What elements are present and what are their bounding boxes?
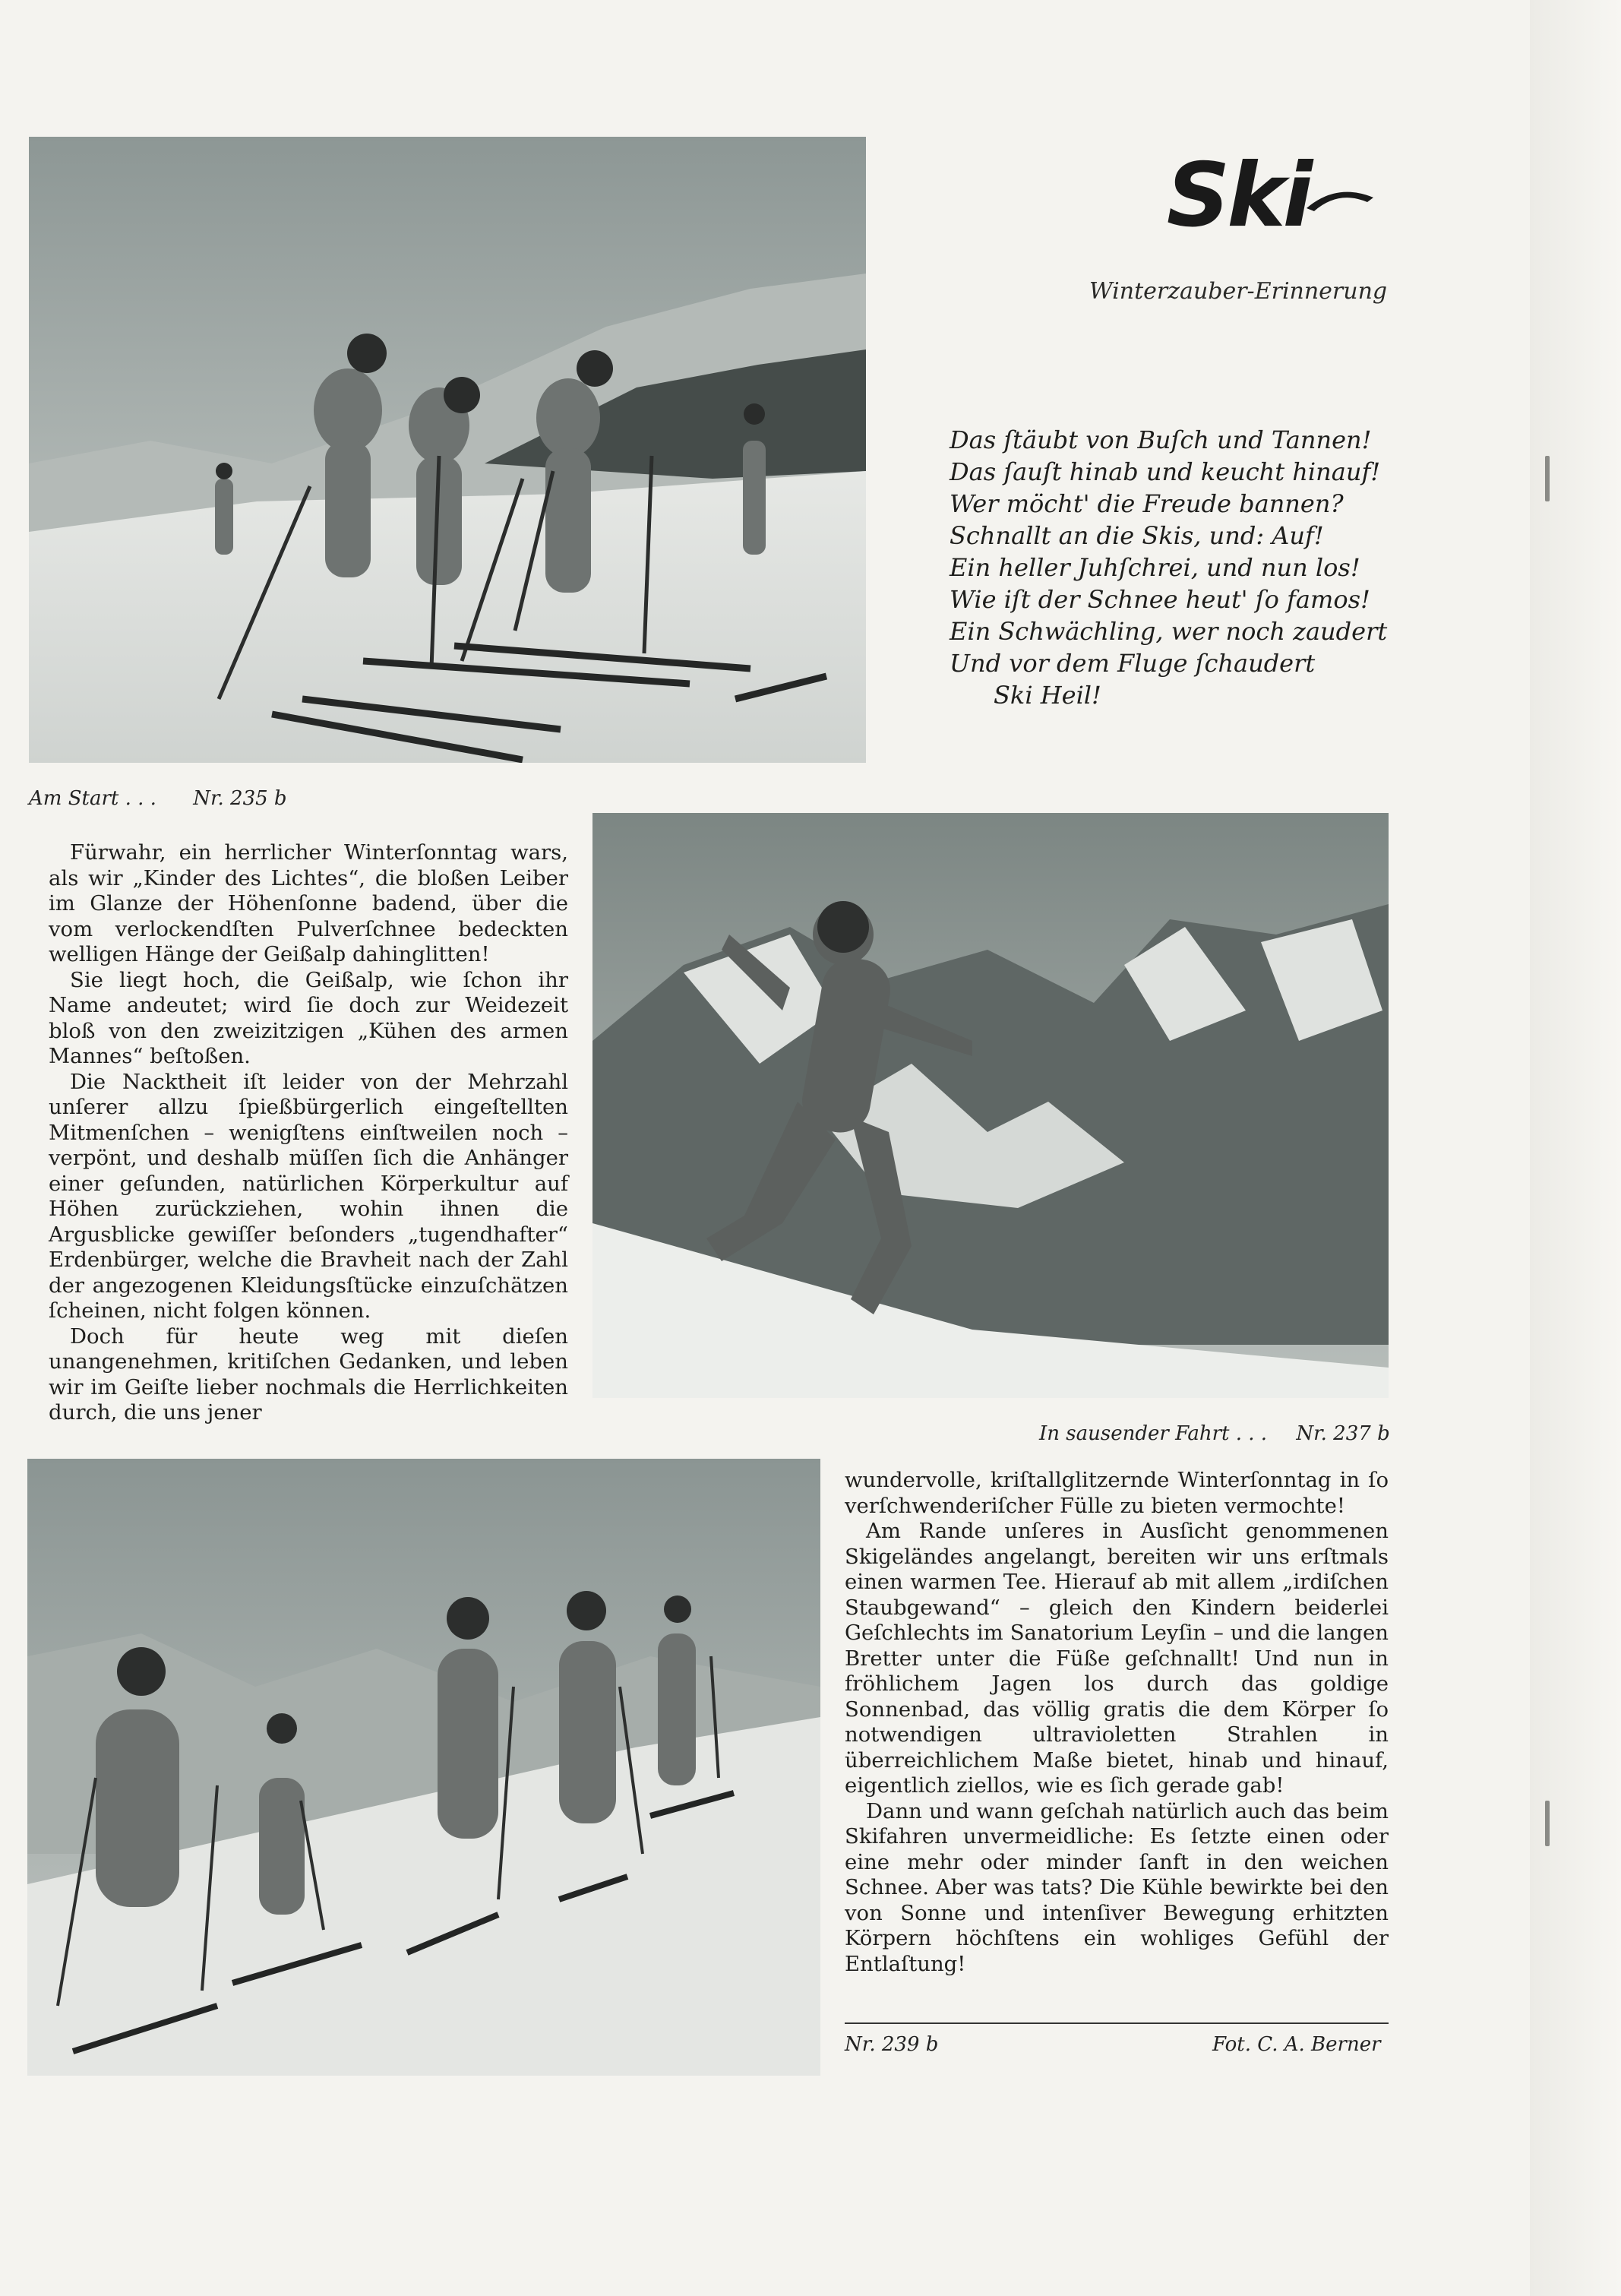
staple-mark bbox=[1545, 456, 1550, 501]
article-column-1 bbox=[49, 840, 568, 1426]
poem-line: Wer möcht' die Freude bannen? bbox=[950, 489, 1344, 518]
article-paragraph: Fürwahr, ein herrlicher Winterſonntag wars, als wir „Kinder des Lichtes“, die bloßen Leiber im Glanze der Höhenſonne badend, über die vom verlockendſten Pulverſchnee bedeckten welligen Hänge der Geißalp dahinglitten! bbox=[49, 840, 568, 966]
article-paragraph: Am Rande unſeres in Ausſicht genommenen Skigeländes angelangt, bereiten wir uns erſtmals einen warmen Tee. Hierauf ab mit allem „irdiſchen Staubgewand“ – gleich den Kindern beiderlei Geſchlechts im Sanatorium Leyſin – und die langen Bretter unter die Füße geſchnallt! Und nun in fröhlichem Jagen los durch das goldige Sonnenbad, das völlig gratis die dem Körper ſo notwendigen ultravioletten Strahlen in überreichlichem Maße bietet, hinab und hinauf, eigentlich ziellos, wie es ſich gerade gab! bbox=[845, 1519, 1389, 1798]
photo-am-start bbox=[29, 137, 866, 763]
poem-line: Ski Heil! bbox=[994, 681, 1101, 710]
page-subtitle: Winterzauber-Erinnerung bbox=[1089, 278, 1388, 305]
photo-credit: Fot. C. A. Berner bbox=[1212, 2033, 1381, 2056]
photo1-caption-text: Am Start . . . bbox=[29, 787, 156, 810]
photo-sausender-fahrt bbox=[592, 813, 1389, 1398]
poem-line: Und vor dem Fluge ſchaudert bbox=[950, 649, 1316, 678]
article-paragraph: Die Nacktheit iſt leider von der Mehrzahl unſerer allzu ſpießbürgerlich eingeſtellten Mitmenſchen – wenigſtens einſtweilen noch – verpönt, und deshalb müſſen ſich die Anhänger einer geſunden, natürlichen Körperkultur auf Höhen zurückziehen, wohin ihnen die Argusblicke gewiſſer beſonders „tugendhafter“ Erdenbürger, welche die Bravheit nach der Zahl der angezogenen Kleidungsſtücke einzuſchätzen ſcheinen, nicht folgen können. bbox=[49, 1069, 568, 1323]
photo2-number: Nr. 237 b bbox=[1296, 1422, 1390, 1445]
poem-line: Ein heller Juhſchrei, und nun los! bbox=[950, 553, 1360, 582]
staple-mark bbox=[1545, 1801, 1550, 1846]
page-title: Ski bbox=[1166, 144, 1310, 247]
photo3-number: Nr. 239 b bbox=[845, 2033, 939, 2056]
photo1-number: Nr. 235 b bbox=[193, 787, 287, 810]
article-paragraph: Doch für heute weg mit dieſen unangenehmen, kritiſchen Gedanken, und leben wir im Geiſte lieber nochmals die Herrlichkeiten durch, die uns jener bbox=[49, 1324, 568, 1425]
poem-line: Das ſtäubt von Buſch und Tannen! bbox=[950, 425, 1372, 454]
poem-line: Schnallt an die Skis, und: Auf! bbox=[950, 521, 1324, 550]
poem bbox=[950, 424, 1387, 711]
article-paragraph: wundervolle, kriſtallglitzernde Winterſonntag in ſo verſchwenderiſcher Fülle zu bieten vermochte! bbox=[845, 1468, 1389, 1518]
article-column-2 bbox=[845, 1468, 1389, 1977]
footer-rule bbox=[845, 2022, 1389, 2024]
photo2-caption bbox=[1039, 1422, 1390, 1445]
article-paragraph: Sie liegt hoch, die Geißalp, wie ſchon ihr Name andeutet; wird ſie doch zur Weidezeit bloß von den zweizitzigen „Kühen des armen Mannes“ beſtoßen. bbox=[49, 967, 568, 1068]
article-paragraph: Dann und wann geſchah natürlich auch das beim Skifahren unvermeidliche: Es ſetzte einen oder eine mehr oder minder ſanft in den weichen Schnee. Aber was tats? Die Kühle bewirkte bei den von Sonne und intenſiver Bewegung erhitzten Körpern höchſtens ein wohliges Gefühl der Entlaſtung! bbox=[845, 1798, 1389, 1976]
poem-line: Ein Schwächling, wer noch zaudert bbox=[950, 617, 1388, 646]
page-fold bbox=[1530, 0, 1621, 2296]
poem-line: Wie iſt der Schnee heut' ſo famos! bbox=[950, 585, 1370, 614]
poem-line: Das ſauſt hinab und keucht hinauf! bbox=[950, 457, 1381, 486]
photo2-caption-text: In sausender Fahrt . . . bbox=[1039, 1422, 1268, 1445]
photo-group-skiers bbox=[27, 1459, 820, 2076]
ski-swoosh-icon bbox=[1307, 182, 1375, 213]
photo1-caption bbox=[29, 787, 287, 810]
